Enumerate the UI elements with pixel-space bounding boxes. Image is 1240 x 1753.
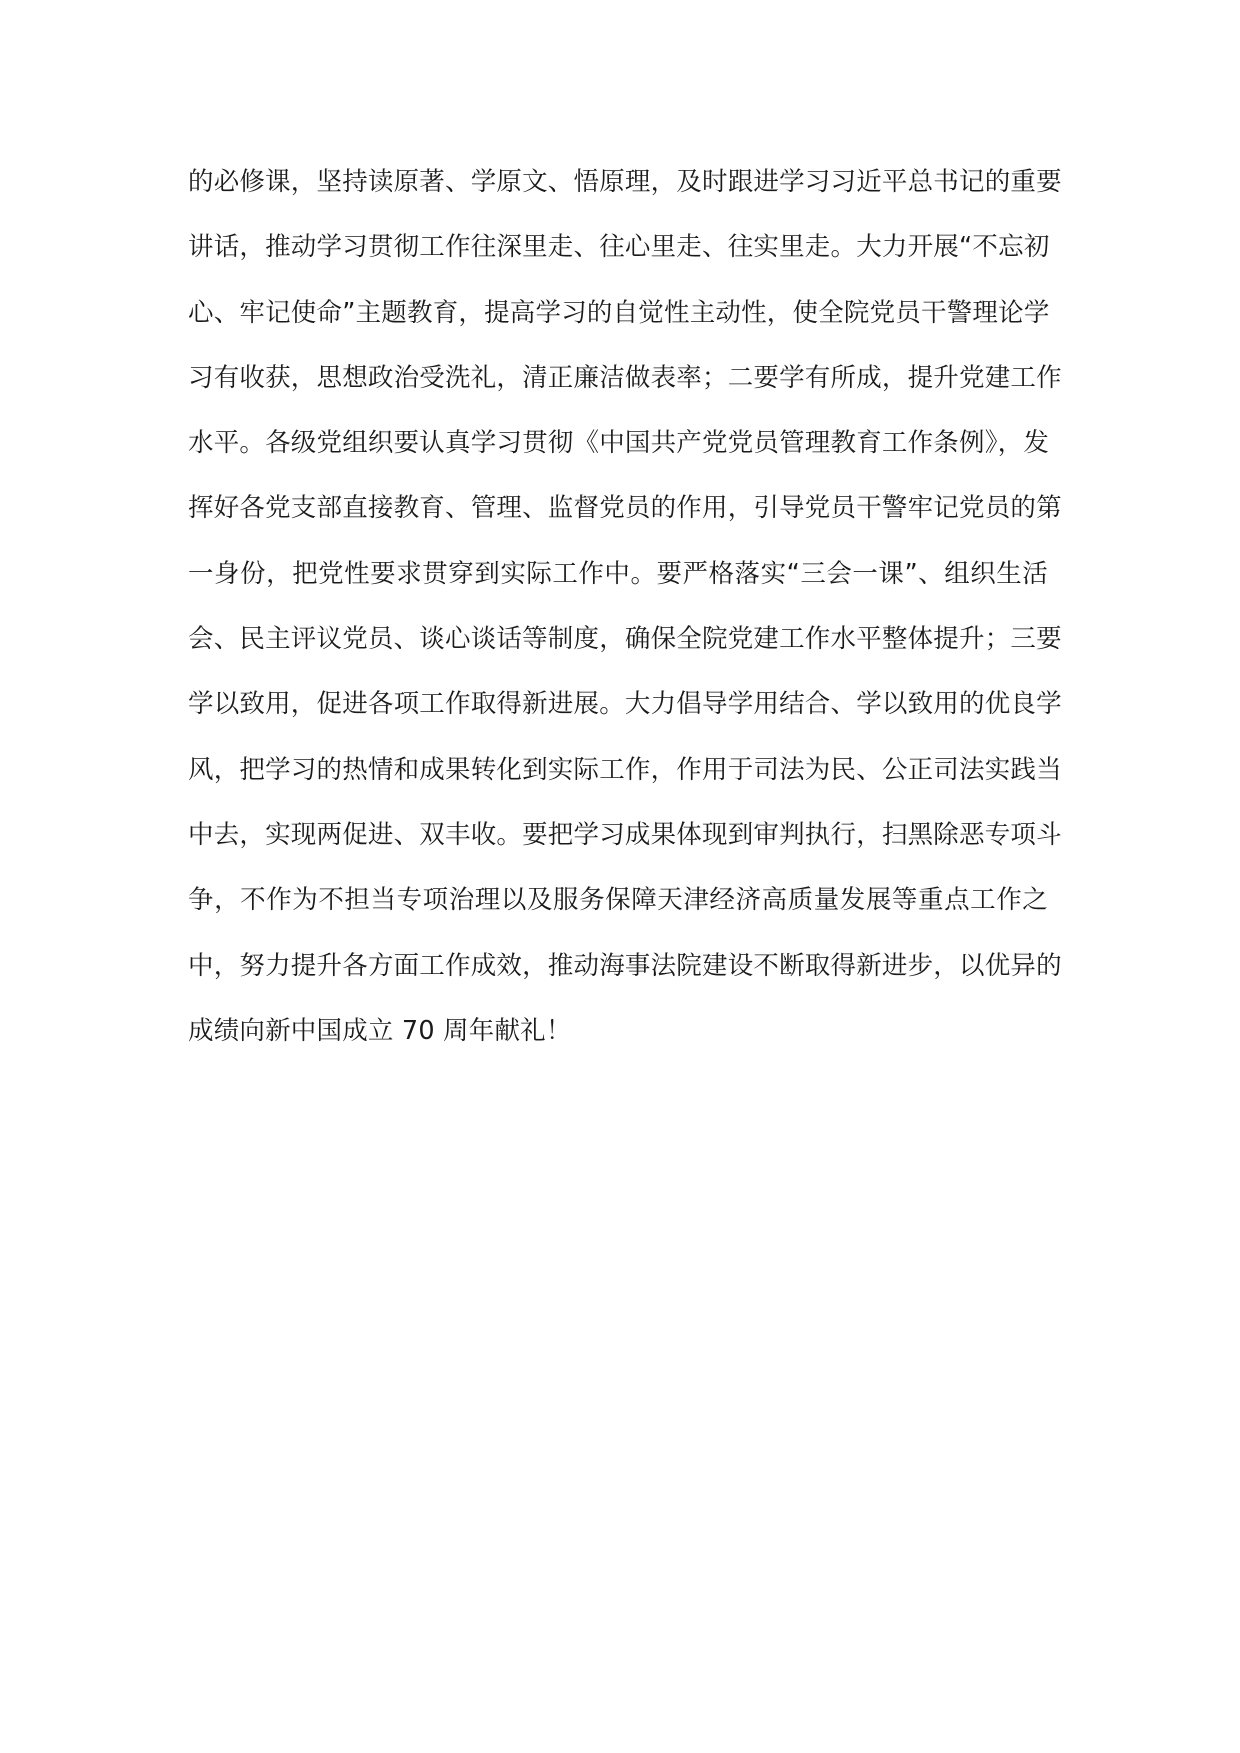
paragraph-line: 中，努力提升各方面工作成效，推动海事法院建设不断取得新进步，以优异的	[188, 950, 1062, 981]
paragraph-line: 水平。各级党组织要认真学习贯彻《中国共产党党员管理教育工作条例》，发	[188, 428, 1050, 459]
paragraph-line: 心、牢记使命”主题教育，提高学习的自觉性主动性，使全院党员干警理论学	[188, 297, 1050, 328]
body-paragraph	[188, 160, 1062, 1074]
paragraph-line: 争，不作为不担当专项治理以及服务保障天津经济高质量发展等重点工作之	[188, 885, 1048, 916]
paragraph-line: 习有收获，思想政治受洗礼，清正廉洁做表率；二要学有所成，提升党建工作	[188, 362, 1062, 393]
paragraph-line: 中去，实现两促进、双丰收。要把学习成果体现到审判执行，扫黑除恶专项斗	[188, 819, 1062, 850]
paragraph-line: 风，把学习的热情和成果转化到实际工作，作用于司法为民、公正司法实践当	[188, 754, 1062, 785]
paragraph-line: 会、民主评议党员、谈心谈话等制度，确保全院党建工作水平整体提升；三要	[188, 624, 1062, 655]
paragraph-line: 学以致用，促进各项工作取得新进展。大力倡导学用结合、学以致用的优良学	[188, 689, 1062, 720]
paragraph-line: 挥好各党支部直接教育、管理、监督党员的作用，引导党员干警牢记党员的第	[188, 493, 1062, 524]
paragraph-line: 一身份，把党性要求贯穿到实际工作中。要严格落实“三会一课”、组织生活	[188, 558, 1048, 589]
paragraph-line: 的必修课，坚持读原著、学原文、悟原理，及时跟进学习习近平总书记的重要	[188, 167, 1062, 197]
paragraph-line: 讲话，推动学习贯彻工作往深里走、往心里走、往实里走。大力开展“不忘初	[188, 232, 1050, 263]
paragraph-line-last: 成绩向新中国成立 70 周年献礼！	[188, 1015, 572, 1046]
